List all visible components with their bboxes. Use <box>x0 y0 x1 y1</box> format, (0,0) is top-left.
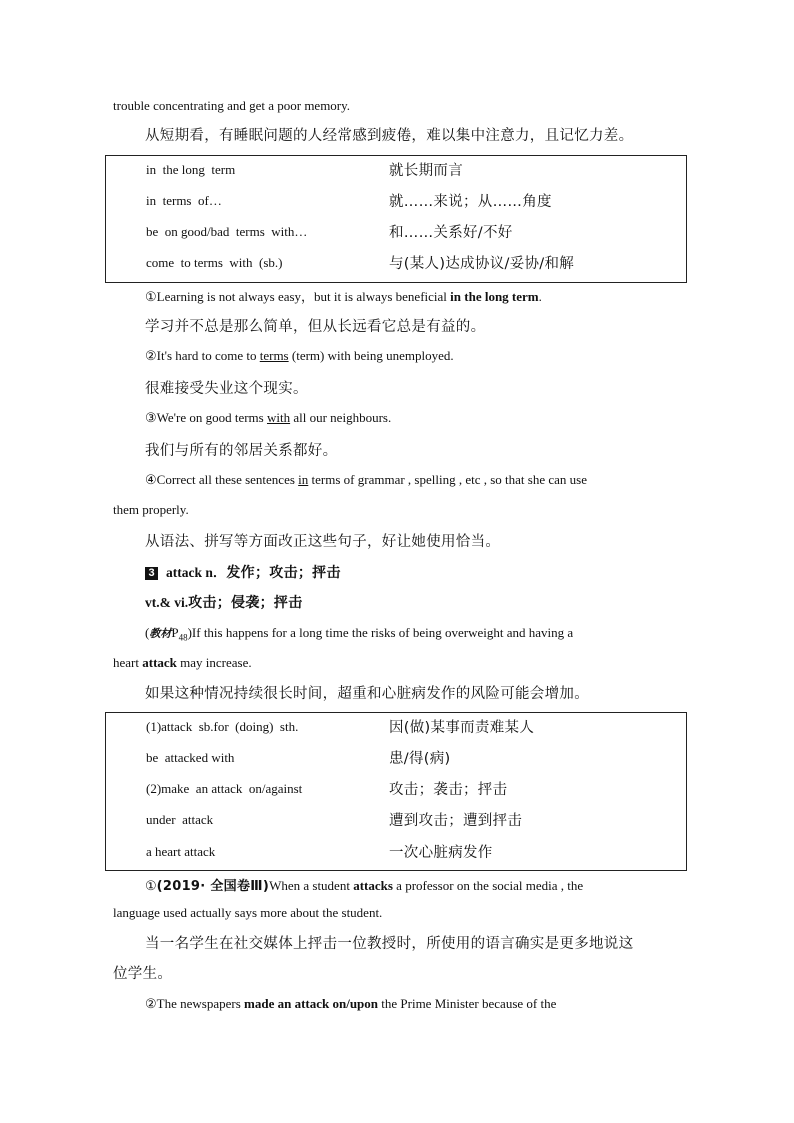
page-number: 48 <box>178 632 188 643</box>
example-sentence <box>145 286 542 305</box>
translation-line: 当一名学生在社交媒体上抨击一位教授时，所使用的语言确实是更多地说这 <box>145 936 634 952</box>
phrase-cn: 与(某人)达成协议/妥协/和解 <box>389 256 575 272</box>
phrase-row <box>106 187 686 218</box>
phrase-en: a heart attack <box>146 844 216 859</box>
part-of-speech: vt.& vi. <box>145 595 189 610</box>
translation-line-cont: 位学生。 <box>113 966 173 982</box>
key-word: attack <box>142 655 177 670</box>
example-sentence <box>145 348 454 364</box>
example-text: a professor on the social media , the <box>392 878 584 893</box>
verb-meaning: 攻击；侵袭；抨击 <box>188 595 303 611</box>
exam-source: (2019· 全国卷Ⅲ) <box>156 879 270 894</box>
example-text: ③We're on good terms <box>145 410 267 425</box>
phrase-row <box>106 744 686 775</box>
word-heading <box>145 561 341 582</box>
phrase-cn: 就……来说；从……角度 <box>389 194 552 210</box>
phrase-en: (1)attack sb.for (doing) sth. <box>146 719 299 734</box>
example-text: ②It's hard to come to <box>145 348 260 363</box>
textbook-label: 教材 <box>149 627 172 640</box>
example-text: ④Correct all these sentences <box>145 472 299 487</box>
phrase-cn: 因(做)某事而责难某人 <box>389 720 535 736</box>
phrase-en: under attack <box>146 812 214 827</box>
headword: attack n． <box>166 565 227 580</box>
phrase-row <box>106 775 686 806</box>
example-text: . <box>538 289 542 304</box>
example-sentence <box>145 472 587 488</box>
phrase-cn: 患/得(病) <box>389 751 451 767</box>
translation-line: 如果这种情况持续很长时间，超重和心脏病发作的风险可能会增加。 <box>145 686 589 702</box>
phrase-row <box>106 156 686 187</box>
translation-line: 从语法、拼写等方面改正这些句子，好让她使用恰当。 <box>145 534 501 550</box>
phrase-row <box>106 249 686 280</box>
phrase-en: in the long term <box>146 162 236 177</box>
phrase-en: come to terms with (sb.) <box>146 255 283 270</box>
phrase-row <box>106 838 686 869</box>
phrase-box-attack <box>105 712 687 871</box>
example-sentence <box>145 410 391 426</box>
answer-blank: terms <box>259 348 289 363</box>
phrase-cn: 就长期而言 <box>389 163 463 179</box>
example-text: (term) with being unemployed. <box>288 348 454 363</box>
word-heading-verb <box>145 592 303 612</box>
key-phrase: in the long term <box>450 289 539 304</box>
page-ref: P <box>171 625 179 640</box>
phrase-row <box>106 713 686 744</box>
headword-meaning: 发作；攻击；抨击 <box>226 565 341 581</box>
text-line: trouble concentrating and get a poor memory. <box>113 98 351 113</box>
example-text: terms of grammar , spelling , etc , so that she can use <box>308 472 587 487</box>
translation-line: 我们与所有的邻居关系都好。 <box>145 443 338 459</box>
phrase-row <box>106 806 686 837</box>
key-word: attacks <box>353 878 393 893</box>
example-text: all our neighbours. <box>290 410 392 425</box>
phrase-row <box>106 218 686 249</box>
answer-blank: with <box>266 410 291 425</box>
translation-line: 学习并不总是那么简单，但从长远看它总是有益的。 <box>145 319 486 335</box>
example-text: the Prime Minister because of the <box>378 996 557 1011</box>
phrase-en: in terms of… <box>146 193 222 208</box>
phrase-box-term <box>105 155 687 283</box>
quote-text: may increase. <box>176 655 252 670</box>
key-phrase: made an attack on/upon <box>244 996 379 1011</box>
phrase-cn: 攻击；袭击；抨击 <box>389 782 508 798</box>
translation-line: 很难接受失业这个现实。 <box>145 381 308 397</box>
textbook-quote-cont <box>113 655 252 671</box>
item-number-badge: 3 <box>145 567 158 580</box>
example-sentence <box>145 996 556 1012</box>
textbook-quote <box>145 625 573 643</box>
phrase-cn: 一次心脏病发作 <box>389 845 493 861</box>
phrase-en: (2)make an attack on/against <box>146 781 303 796</box>
phrase-en: be on good/bad terms with… <box>146 224 308 239</box>
example-sentence-cont: language used actually says more about the student. <box>113 905 383 920</box>
paren: ( <box>145 625 150 640</box>
example-sentence-cont: them properly. <box>113 502 189 517</box>
example-number: ① <box>145 878 157 893</box>
example-text: When a student <box>269 878 354 893</box>
quote-text: )If this happens for a long time the risks of being overweight and having a <box>187 625 574 640</box>
quote-text: heart <box>113 655 143 670</box>
example-text: ①Learning is not always easy，but it is always beneficial <box>145 289 451 304</box>
phrase-cn: 遭到攻击；遭到抨击 <box>389 813 523 829</box>
phrase-cn: 和……关系好/不好 <box>389 225 513 241</box>
translation-line: 从短期看，有睡眠问题的人经常感到疲倦，难以集中注意力，且记忆力差。 <box>145 128 634 144</box>
example-text: ②The newspapers <box>145 996 245 1011</box>
example-sentence <box>145 875 583 894</box>
answer-blank: in <box>298 472 309 487</box>
phrase-en: be attacked with <box>146 750 235 765</box>
